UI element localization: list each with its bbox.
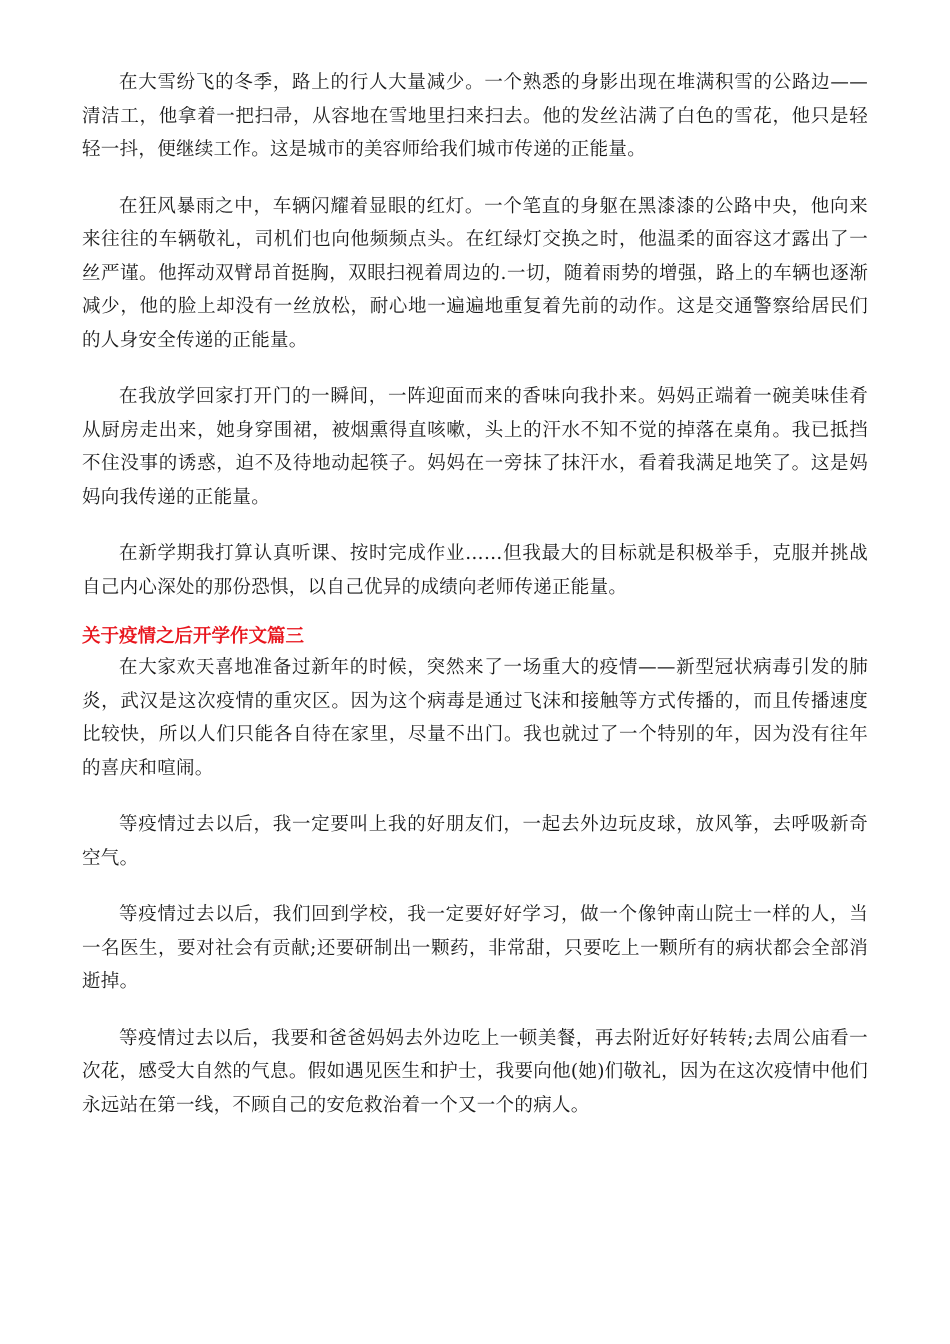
paragraph-traffic-police: 在狂风暴雨之中，车辆闪耀着显眼的红灯。一个笔直的身躯在黑漆漆的公路中央，他向来来往往的车辆敬礼，司机们也向他频频点头。在红绿灯交换之时，他温柔的面容这才露出了一丝严谨。他挥动双臂昂首挺胸，双眼扫视着周边的.一切，随着雨势的增强，路上的车辆也逐渐减少，他的脸上却没有一丝放松，耐心地一遍遍地重复着先前的动作。这是交通警察给居民们的人身安全传递的正能量。 <box>82 195 868 351</box>
paragraph-mother: 在我放学回家打开门的一瞬间，一阵迎面而来的香味向我扑来。妈妈正端着一碗美味佳肴从厨房走出来，她身穿围裙，被烟熏得直咳嗽，头上的汗水不知不觉的掉落在桌角。我已抵挡不住没事的诱惑，迫不及待地动起筷子。妈妈在一旁抹了抹汗水，看着我满足地笑了。这是妈妈向我传递的正能量。 <box>82 386 868 508</box>
paragraph-street-cleaner: 在大雪纷飞的冬季，路上的行人大量减少。一个熟悉的身影出现在堆满积雪的公路边——清洁工，他拿着一把扫帚，从容地在雪地里扫来扫去。他的发丝沾满了白色的雪花，他只是轻轻一抖，便继续工作。这是城市的美容师给我们城市传递的正能量。 <box>82 72 868 160</box>
section-heading: 关于疫情之后开学作文篇三 <box>82 626 305 647</box>
paragraph-after-epidemic-friends: 等疫情过去以后，我一定要叫上我的好朋友们，一起去外边玩皮球，放风筝，去呼吸新奇空气。 <box>82 814 868 869</box>
paragraph-after-epidemic-school: 等疫情过去以后，我们回到学校，我一定要好好学习，做一个像钟南山院士一样的人，当一名医生，要对社会有贡献;还要研制出一颗药，非常甜，只要吃上一颗所有的病状都会全部消逝掉。 <box>82 904 868 992</box>
paragraph-epidemic-intro: 在大家欢天喜地准备过新年的时候，突然来了一场重大的疫情——新型冠状病毒引发的肺炎，武汉是这次疫情的重灾区。因为这个病毒是通过飞沫和接触等方式传播的，而且传播速度比较快，所以人们只能各自待在家里，尽量不出门。我也就过了一个特别的年，因为没有往年的喜庆和喧闹。 <box>82 657 868 779</box>
document-page <box>82 66 868 1122</box>
paragraph-after-epidemic-family: 等疫情过去以后，我要和爸爸妈妈去外边吃上一顿美餐，再去附近好好转转;去周公庙看一次花，感受大自然的气息。假如遇见医生和护士，我要向他(她)们敬礼，因为在这次疫情中他们永远站在第一线，不顾自己的安危救治着一个又一个的病人。 <box>82 1027 868 1116</box>
paragraph-new-semester: 在新学期我打算认真听课、按时完成作业……但我最大的目标就是积极举手，克服并挑战自己内心深处的那份恐惧，以自己优异的成绩向老师传递正能量。 <box>82 543 868 598</box>
